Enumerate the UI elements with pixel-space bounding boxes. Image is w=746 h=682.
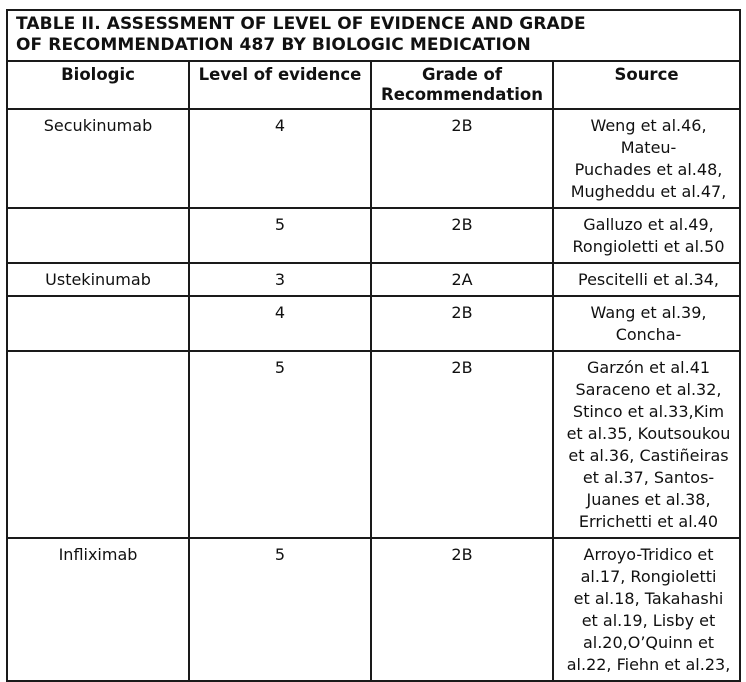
cell-biologic xyxy=(7,208,189,263)
source-line: et al.37, Santos- xyxy=(582,468,715,487)
table-row xyxy=(7,351,740,538)
cell-biologic: Secukinumab xyxy=(7,109,189,208)
cell-grade: 2A xyxy=(371,263,553,296)
cell-source xyxy=(553,263,740,296)
header-grade-line-2: Recommendation xyxy=(381,85,543,104)
source-line: et al.19, Lisby et xyxy=(581,611,716,630)
source-line: Saraceno et al.32, xyxy=(575,380,722,399)
cell-grade: 2B xyxy=(371,208,553,263)
table-header-row xyxy=(7,61,740,109)
cell-source xyxy=(553,296,740,351)
cell-grade: 2B xyxy=(371,351,553,538)
source-line: Arroyo-Tridico et xyxy=(583,545,714,564)
header-source: Source xyxy=(553,61,740,109)
table-title-line-1: TABLE II. ASSESSMENT OF LEVEL OF EVIDENCE AND GRADE xyxy=(16,14,586,34)
header-grade-line-1: Grade of xyxy=(421,65,503,84)
cell-level-of-evidence: 3 xyxy=(189,263,371,296)
cell-biologic: Ustekinumab xyxy=(7,263,189,296)
source-line: Juanes et al.38, xyxy=(586,490,711,509)
source-line: et al.35, Koutsoukou xyxy=(566,424,731,443)
cell-biologic: Infliximab xyxy=(7,538,189,681)
source-line: et al.18, Takahashi xyxy=(573,589,724,608)
source-line: Puchades et al.48, xyxy=(574,160,723,179)
header-level-of-evidence: Level of evidence xyxy=(189,61,371,109)
table-row xyxy=(7,263,740,296)
cell-biologic xyxy=(7,296,189,351)
cell-source xyxy=(553,351,740,538)
source-line: al.20,O’Quinn et xyxy=(582,633,715,652)
source-line: al.17, Rongioletti xyxy=(580,567,717,586)
table-title-row xyxy=(7,10,740,61)
cell-level-of-evidence: 5 xyxy=(189,351,371,538)
cell-source xyxy=(553,538,740,681)
source-line: et al.36, Castiñeiras xyxy=(568,446,729,465)
header-grade-of-recommendation xyxy=(371,61,553,109)
source-line: Rongioletti et al.50 xyxy=(572,237,725,256)
cell-level-of-evidence: 5 xyxy=(189,208,371,263)
source-line: Concha- xyxy=(615,325,682,344)
header-biologic: Biologic xyxy=(7,61,189,109)
source-line: Mugheddu et al.47, xyxy=(570,182,727,201)
cell-level-of-evidence: 4 xyxy=(189,109,371,208)
cell-grade: 2B xyxy=(371,538,553,681)
cell-grade: 2B xyxy=(371,296,553,351)
source-line: Pescitelli et al.34, xyxy=(577,270,720,289)
evidence-table xyxy=(6,9,741,682)
source-line: al.22, Fiehn et al.23, xyxy=(566,655,731,674)
source-line: Mateu- xyxy=(620,138,677,157)
source-line: Stinco et al.33,Kim xyxy=(572,402,725,421)
table-title xyxy=(7,10,740,61)
source-line: Errichetti et al.40 xyxy=(578,512,719,531)
source-line: Garzón et al.41 xyxy=(586,358,711,377)
cell-level-of-evidence: 5 xyxy=(189,538,371,681)
cell-source xyxy=(553,109,740,208)
source-line: Galluzo et al.49, xyxy=(583,215,714,234)
table-body xyxy=(7,109,740,681)
table-title-line-2: OF RECOMMENDATION 487 BY BIOLOGIC MEDICATION xyxy=(16,35,531,55)
table-row xyxy=(7,538,740,681)
source-line: Weng et al.46, xyxy=(590,116,707,135)
cell-level-of-evidence: 4 xyxy=(189,296,371,351)
table-row xyxy=(7,296,740,351)
source-line: Wang et al.39, xyxy=(590,303,707,322)
table-row xyxy=(7,109,740,208)
cell-source xyxy=(553,208,740,263)
cell-grade: 2B xyxy=(371,109,553,208)
table-row xyxy=(7,208,740,263)
cell-biologic xyxy=(7,351,189,538)
